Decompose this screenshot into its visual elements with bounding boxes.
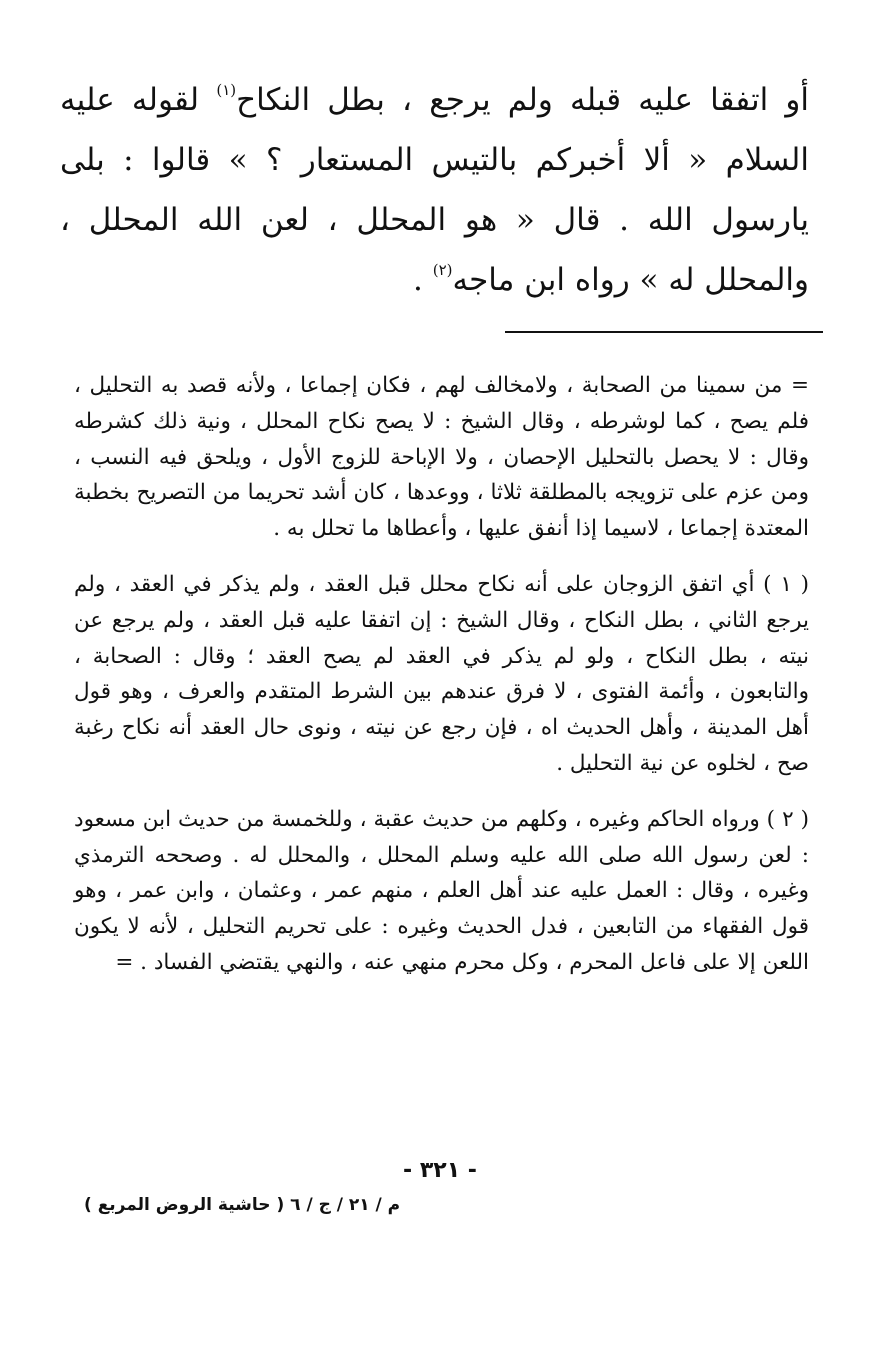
page-number: - ٣٢١ - [403,1158,477,1183]
main-text-segment-1: أو اتفقا عليه قبله ولم يرجع ، بطل النكاح [236,82,809,118]
main-text-segment-2: لقوله عليه السلام « ألا أخبركم بالتيس المستعار ؟ » قالوا : بلى يارسول الله . قال « هو المحلل ، لعن الله المحلل ، والمحلل له » رواه ابن ماجه [60,82,809,298]
footnote-marker-1: (١) [216,81,237,99]
footnote-2: ( ٢ ) ورواه الحاكم وغيره ، وكلهم من حديث عقبة ، وللخمسة من حديث ابن مسعود : لعن رسول الله صلى الله عليه وسلم المحلل ، والمحلل له . وصححه الترمذي وغيره ، وقال : العمل عليه عند أهل العلم ، منهم عمر ، وعثمان ، وابن عمر ، وهو قول الفقهاء من التابعين ، فدل الحديث وغيره : على تحريم التحليل ، لأنه لا يكون اللعن إلا على فاعل المحرم ، وكل محرم منهي عنه ، والنهي يقتضي الفساد . = [74,806,809,975]
main-text-body [60,70,809,310]
footnotes-section [74,368,809,981]
footnote-continuation: = من سمينا من الصحابة ، ولامخالف لهم ، فكان إجماعا ، ولأنه قصد به التحليل ، فلم يصح ، كما لوشرطه ، وقال الشيخ : لا يصح نكاح المحلل ، ونية ذلك كشرطه وقال : لا يحصل بالتحليل الإحصان ، ولا الإباحة للزوج الأول ، ويلحق فيه النسب ، ومن عزم على تزويجه بالمطلقة ثلاثا ، ووعدها ، كان أشد تحريما من التصريح بخطبة المعتدة إجماعا ، لاسيما إذا أنفق عليها ، وأعطاها ما تحلل به . [74,373,809,542]
main-text-segment-3: . [413,262,433,298]
footnote-1: ( ١ ) أي اتفق الزوجان على أنه نكاح محلل قبل العقد ، ولم يذكر في العقد ، ولم يرجع الثاني ، بطل النكاح ، وقال الشيخ : إن اتفقا عليه قبل العقد ، ولم يرجع عن نيته ، بطل النكاح ، ولو لم يذكر في العقد لم يصح العقد ؛ وقال : الصحابة ، والتابعون ، وأئمة الفتوى ، لا فرق عندهم بين الشرط المتقدم والعرف ، وهو قول أهل المدينة ، وأهل الحديث اه ، فإن رجع عن نيته ، ونوى حال العقد أنه نكاح رغبة صح ، لخلوه عن نية التحليل . [74,571,809,776]
main-paragraph [60,70,809,310]
print-signature: م / ٢١ / ج / ٦ ( حاشية الروض المربع ) [84,1195,401,1215]
footnote-separator-line [505,331,823,333]
footnote-marker-2: (٢) [432,261,453,279]
